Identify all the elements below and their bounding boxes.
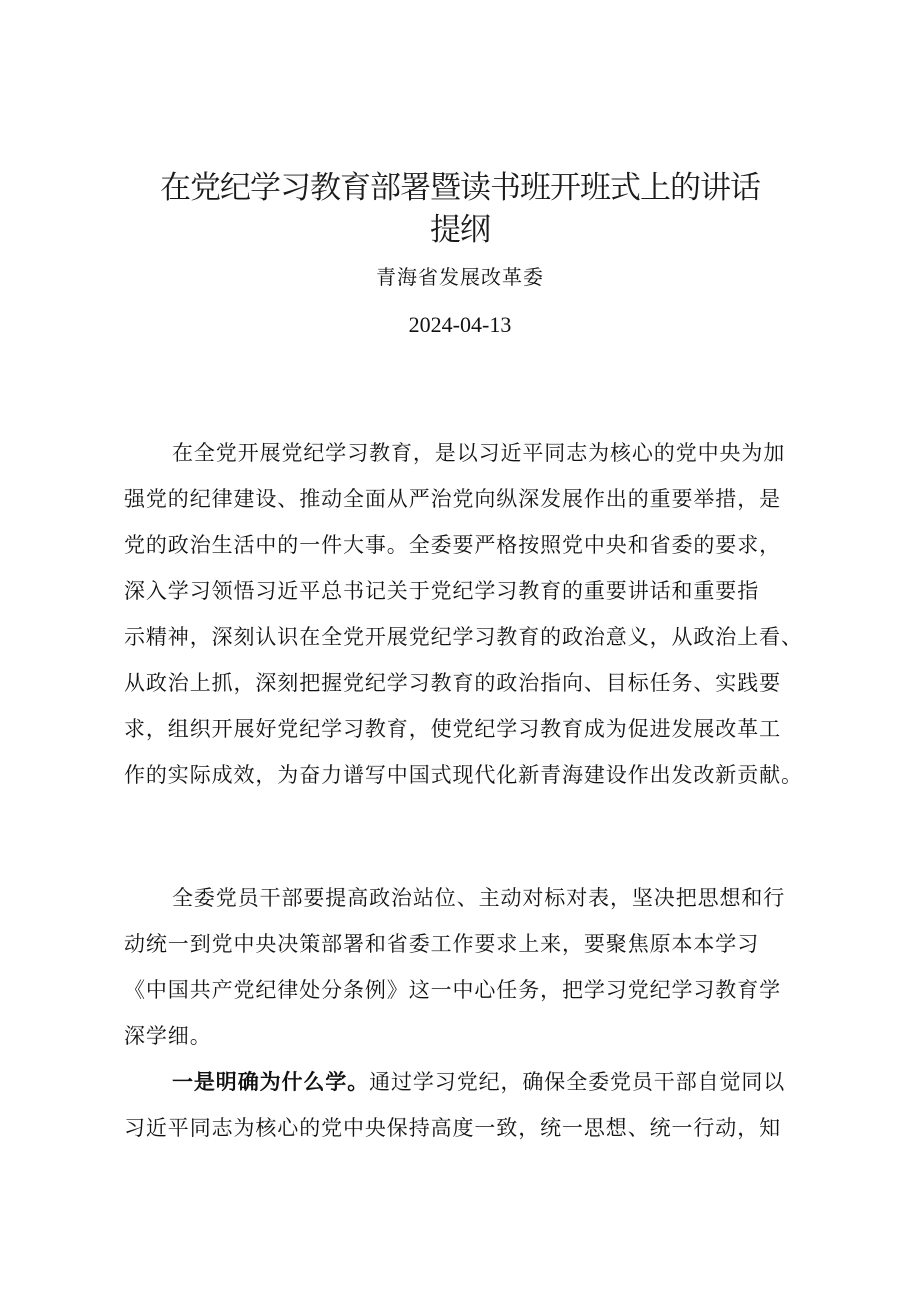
paragraph-line <box>172 1067 785 1097</box>
document-title-line-1: 在党纪学习教育部署暨读书班开班式上的讲话 <box>160 170 760 206</box>
paragraph-line: 作的实际成效，为奋力谱写中国式现代化新青海建设作出发改新贡献。 <box>124 763 803 787</box>
paragraph-line: 习近平同志为核心的党中央保持高度一致，统一思想、统一行动，知 <box>124 1116 781 1140</box>
paragraph-line: 从政治上抓，深刻把握党纪学习教育的政治指向、目标任务、实践要 <box>124 671 781 695</box>
paragraph-line: 强党的纪律建设、推动全面从严治党向纵深发展作出的重要举措，是 <box>124 487 781 511</box>
paragraph-line: 深入学习领悟习近平总书记关于党纪学习教育的重要讲话和重要指 <box>124 579 760 603</box>
document-author: 青海省发展改革委 <box>376 265 544 289</box>
document-date: 2024-04-13 <box>408 312 512 337</box>
paragraph-line: 在全党开展党纪学习教育，是以习近平同志为核心的党中央为加 <box>172 441 786 465</box>
paragraph-line: 深学细。 <box>124 1024 212 1048</box>
section-heading: 一是明确为什么学。 <box>172 1069 370 1094</box>
paragraph-line: 《中国共产党纪律处分条例》这一中心任务，把学习党纪学习教育学 <box>124 978 781 1002</box>
paragraph-line: 党的政治生活中的一件大事。全委要严格按照党中央和省委的要求， <box>124 533 781 557</box>
paragraph-line: 动统一到党中央决策部署和省委工作要求上来，要聚焦原本本学习 <box>124 932 760 956</box>
paragraph-text: 通过学习党纪，确保全委党员干部自觉同以 <box>369 1070 786 1094</box>
paragraph-line: 示精神，深刻认识在全党开展党纪学习教育的政治意义，从政治上看、 <box>124 625 803 649</box>
document-title-line-2: 提纲 <box>430 212 490 248</box>
paragraph-line: 全委党员干部要提高政治站位、主动对标对表，坚决把思想和行 <box>172 886 786 910</box>
paragraph-line: 求，组织开展好党纪学习教育，使党纪学习教育成为促进发展改革工 <box>124 717 781 741</box>
